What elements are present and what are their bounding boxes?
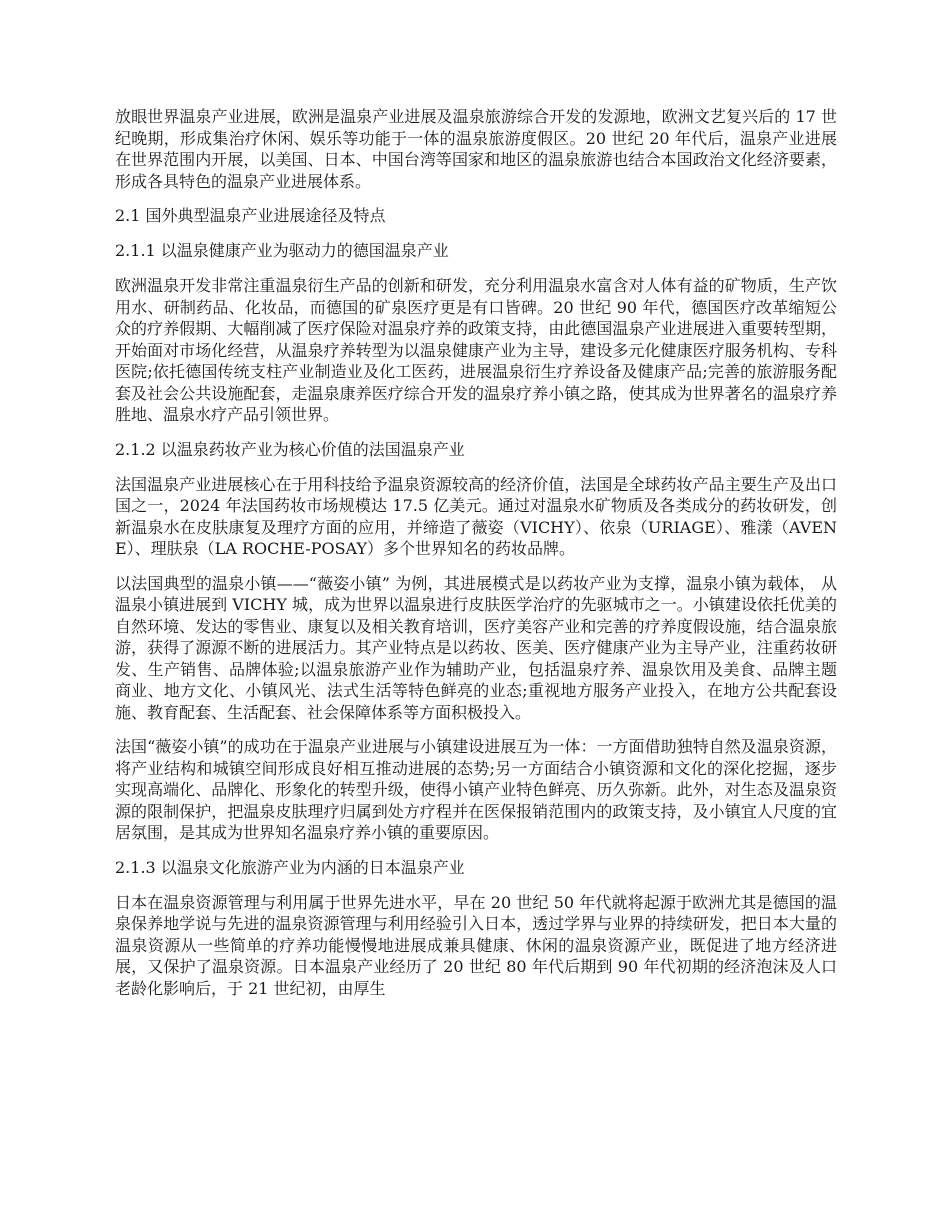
section-heading-2-1: 2.1 国外典型温泉产业进展途径及特点 bbox=[115, 206, 386, 225]
intro-paragraph: 放眼世界温泉产业进展，欧洲是温泉产业进展及温泉旅游综合开发的发源地，欧洲文艺复兴后的 17 世纪晚期，形成集治疗休闲、娱乐等功能于一体的温泉旅游度假区。20 世纪 20 年代后，温泉产业进展在世界范围内开展，以美国、日本、中国台湾等国家和地区的温泉旅游也结合本国政治文化经济要素，形成各具特色的温泉产业进展体系。 bbox=[115, 107, 837, 191]
france-paragraph-2: 以法国典型的温泉小镇——“薇姿小镇” 为例，其进展模式是以药妆产业为支撑，温泉小镇为载体， 从温泉小镇进展到 VICHY 城，成为世界以温泉进行皮肤医学治疗的先驱城市之一。小镇建设依托优美的自然环境、发达的零售业、康复以及相关教育培训，医疗美容产业和完善的疗养度假设施，结合温泉旅游，获得了源源不断的进展活力。其产业特点是以药妆、医美、医疗健康产业为主导产业，注重药妆研发、生产销售、品牌体验;以温泉旅游产业作为辅助产业，包括温泉疗养、温泉饮用及美食、品牌主题商业、地方文化、小镇风光、法式生活等特色鲜亮的业态;重视地方服务产业投入，在地方公共配套设施、教育配套、生活配套、社会保障体系等方面积极投入。 bbox=[115, 573, 837, 722]
france-paragraph-3: 法国“薇姿小镇”的成功在于温泉产业进展与小镇建设进展互为一体：一方面借助独特自然及温泉资源，将产业结构和城镇空间形成良好相互推动进展的态势;另一方面结合小镇资源和文化的深化挖掘，逐步实现高端化、品牌化、形象化的转型升级，使得小镇产业特色鲜亮、历久弥新。此外，对生态及温泉资源的限制保护，把温泉皮肤理疗归属到处方疗程并在医保报销范围内的政策支持，及小镇宜人尺度的宜居氛围，是其成为世界知名温泉疗养小镇的重要原因。 bbox=[115, 737, 837, 842]
section-heading-2-1-3: 2.1.3 以温泉文化旅游产业为内涵的日本温泉产业 bbox=[115, 857, 465, 877]
japan-paragraph: 日本在温泉资源管理与利用属于世界先进水平，早在 20 世纪 50 年代就将起源于欧洲尤其是德国的温泉保养地学说与先进的温泉资源管理与利用经验引入日本，透过学界与业界的持续研发，把日本大量的温泉资源从一些简单的疗养功能慢慢地进展成兼具健康、休闲的温泉资源产业，既促进了地方经济进展，又保护了温泉资源。日本温泉产业经历了 20 世纪 80 年代后期到 90 年代初期的经济泡沫及人口老龄化影响后，于 21 世纪初，由厚生 bbox=[115, 892, 837, 998]
germany-paragraph: 欧洲温泉开发非常注重温泉衍生产品的创新和研发，充分利用温泉水富含对人体有益的矿物质，生产饮用水、研制药品、化妆品，而德国的矿泉医疗更是有口皆碑。20 世纪 90 年代，德国医疗改革缩短公众的疗养假期、大幅削减了医疗保险对温泉疗养的政策支持，由此德国温泉产业进展进入重要转型期，开始面对市场化经营，从温泉疗养转型为以温泉健康产业为主导，建设多元化健康医疗服务机构、专科医院;依托德国传统支柱产业制造业及化工医药，进展温泉衍生疗养设备及健康产品;完善的旅游服务配套及社会公共设施配套，走温泉康养医疗综合开发的温泉疗养小镇之路，使其成为世界著名的温泉疗养胜地、温泉水疗产品引领世界。 bbox=[115, 276, 837, 424]
document-page bbox=[115, 106, 837, 1012]
section-heading-2-1-1: 2.1.1 以温泉健康产业为驱动力的德国温泉产业 bbox=[115, 241, 449, 260]
section-heading-2-1-2: 2.1.2 以温泉药妆产业为核心价值的法国温泉产业 bbox=[115, 439, 465, 459]
france-paragraph-1: 法国温泉产业进展核心在于用科技给予温泉资源较高的经济价值，法国是全球药妆产品主要生产及出口国之一，2024 年法国药妆市场规模达 17.5 亿美元。通过对温泉水矿物质及各类成分的药妆研发，创新温泉水在皮肤康复及理疗方面的应用，并缔造了薇姿（VICHY）、依泉（URIAGE）、雅漾（AVENE）、理肤泉（LA ROCHE-POSAY）多个世界知名的药妆品牌。 bbox=[115, 474, 837, 558]
